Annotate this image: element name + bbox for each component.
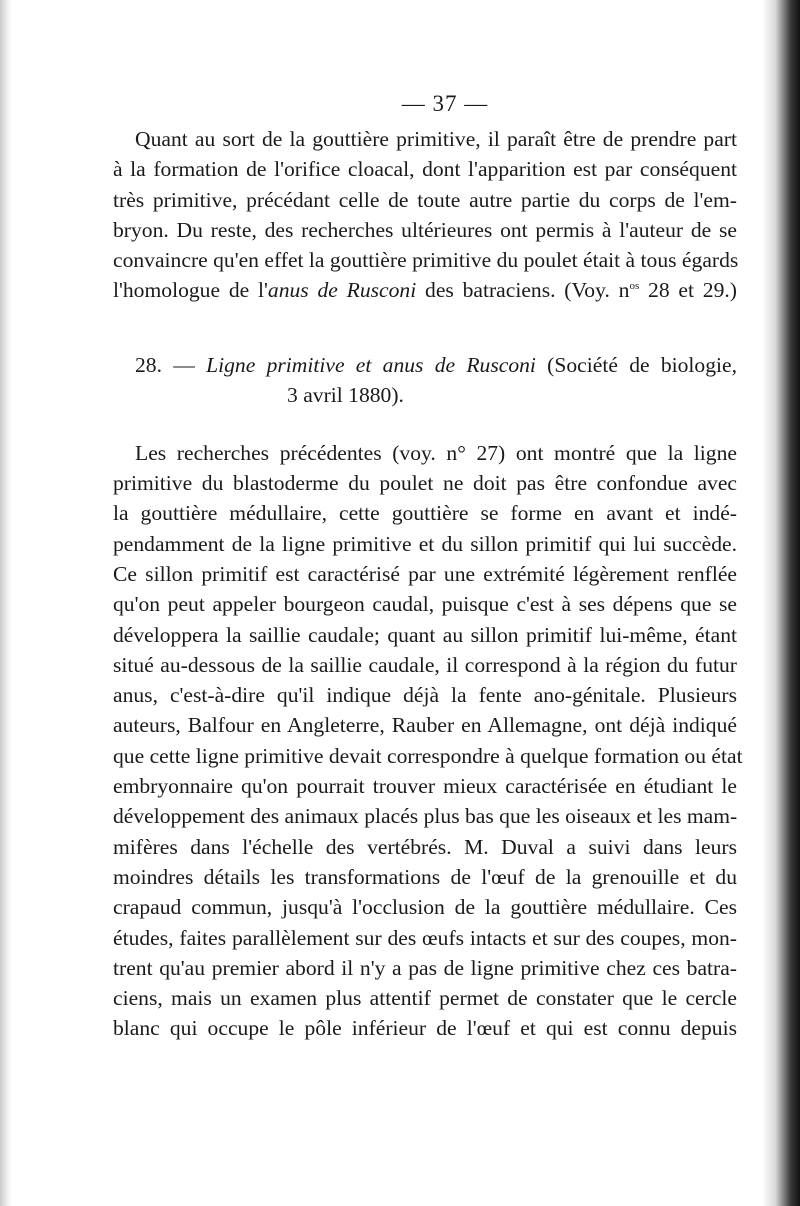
text-line: situé au-dessous de la saillie caudale, il correspond à la région du futur bbox=[113, 652, 737, 677]
text-line: anus, c'est-à-dire qu'il indique déjà la fente ano-génitale. Plusieurs bbox=[113, 683, 737, 708]
text-line: mifères dans l'échelle des vertébrés. M. Duval a suivi dans leurs bbox=[113, 834, 737, 859]
text-line: ciens, mais un examen plus attentif permet de constater que le cercle bbox=[113, 986, 737, 1011]
heading-line bbox=[113, 350, 737, 380]
book-page bbox=[113, 84, 743, 1164]
text-line: trent qu'au premier abord il n'y a pas de ligne primitive chez ces batra- bbox=[113, 955, 737, 980]
text-line: blanc qui occupe le pôle inférieur de l'œuf et qui est connu depuis bbox=[113, 1016, 737, 1041]
text-span: l'homologue de l' bbox=[113, 278, 268, 303]
text-line: très primitive, précédant celle de toute autre partie du corps de l'em- bbox=[113, 187, 737, 212]
text-line: qu'on peut appeler bourgeon caudal, puisque c'est à ses dépens que se bbox=[113, 592, 737, 617]
heading-source: (Société de biologie, bbox=[535, 352, 738, 377]
text-line: Ce sillon primitif est caractérisé par une extrémité légèrement renflée bbox=[113, 561, 737, 586]
heading-date: 3 avril 1880). bbox=[287, 382, 404, 407]
text-line: que cette ligne primitive devait correspondre à quelque formation ou état bbox=[113, 743, 743, 768]
text-line: la gouttière médullaire, cette gouttière se forme en avant et indé- bbox=[113, 501, 737, 526]
text-line: pendamment de la ligne primitive et du sillon primitif qui lui succède. bbox=[113, 531, 737, 556]
text-line: développement des animaux placés plus bas que les oiseaux et les mam- bbox=[113, 804, 738, 829]
text-line: primitive du blastoderme du poulet ne doit pas être confondue avec bbox=[113, 471, 737, 496]
text-line: développera la saillie caudale; quant au sillon primitif lui-même, étant bbox=[113, 622, 737, 647]
paragraph-2 bbox=[113, 438, 743, 1044]
text-line: auteurs, Balfour en Angleterre, Rauber en Allemagne, ont déjà indiqué bbox=[113, 713, 737, 738]
scan-shadow-left bbox=[0, 0, 12, 1206]
text-line: moindres détails les transformations de l'œuf de la grenouille et du bbox=[113, 864, 737, 889]
text-line: Quant au sort de la gouttière primitive, il paraît être de prendre part bbox=[135, 127, 737, 151]
text-line: crapaud commun, jusqu'à l'occlusion de la gouttière médullaire. Ces bbox=[113, 895, 737, 920]
text-line: Les recherches précédentes (voy. n° 27) ont montré que la ligne bbox=[135, 440, 737, 465]
text-line: convaincre qu'en effet la gouttière primitive du poulet était à tous égards bbox=[113, 248, 739, 273]
section-heading bbox=[113, 350, 737, 410]
text-span: 28 et 29.) bbox=[639, 278, 737, 303]
text-line-last bbox=[113, 275, 737, 305]
text-line: embryonnaire qu'on pourrait trouver mieux caractérisée en étudiant le bbox=[113, 774, 737, 799]
text-span: des batraciens. (Voy. n bbox=[416, 278, 630, 303]
text-line: études, faites parallèlement sur des œufs intacts et sur des coupes, mon- bbox=[113, 925, 737, 950]
scan-shadow-right bbox=[762, 0, 800, 1206]
heading-number: 28. — bbox=[135, 352, 207, 377]
italic-term: anus de Rusconi bbox=[267, 278, 417, 303]
page-number: — 37 — bbox=[401, 91, 489, 116]
text-line: à la formation de l'orifice cloacal, dont l'apparition est par conséquent bbox=[113, 157, 737, 182]
text-line: bryon. Du reste, des recherches ultérieures ont permis à l'auteur de se bbox=[113, 217, 737, 242]
paragraph-1 bbox=[113, 124, 737, 306]
heading-title: Ligne primitive et anus de Rusconi bbox=[206, 352, 536, 377]
superscript: os bbox=[629, 280, 640, 293]
